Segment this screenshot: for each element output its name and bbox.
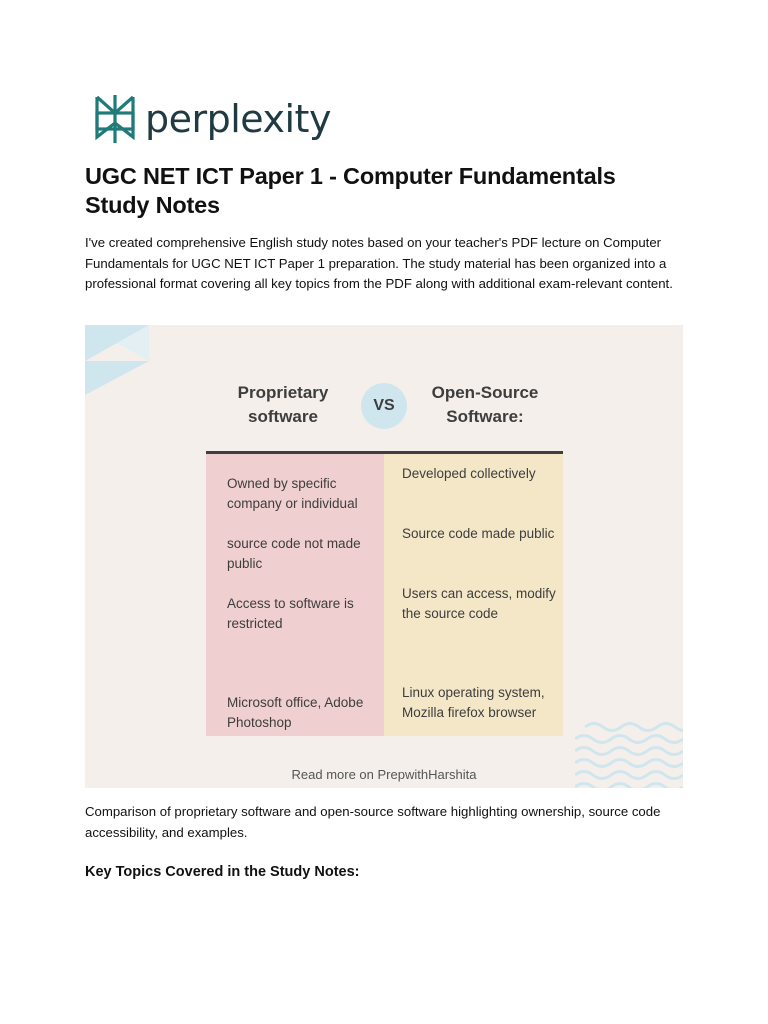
comparison-figure (85, 325, 683, 788)
intro-paragraph: I've created comprehensive English study notes based on your teacher's PDF lecture on Computer Fundamentals for UGC NET ICT Paper 1 preparation. The study material has been organized into a professional format covering all key topics from the PDF along with additional exam-relevant content. (85, 235, 673, 291)
open-source-development: Developed collectively (402, 466, 536, 481)
figure-source-note: Read more on PrepwithHarshita (291, 767, 477, 782)
logo-wordmark: perplexity (145, 97, 331, 141)
vs-badge: VS (361, 383, 407, 429)
open-source-source-code: Source code made public (402, 526, 555, 541)
perplexity-logo-icon (93, 93, 137, 145)
proprietary-ownership: Owned by specific company or individual (227, 476, 358, 511)
proprietary-source-code: source code not made public (227, 536, 361, 571)
key-topics-heading: Key Topics Covered in the Study Notes: (85, 864, 360, 880)
proprietary-access: Access to software is restricted (227, 596, 354, 631)
figure-caption: Comparison of proprietary software and open-source software highlighting ownership, source code accessibility, and examples. (85, 804, 661, 840)
open-source-heading: Open-Source Software: (431, 383, 539, 426)
proprietary-column (206, 451, 384, 736)
triangle-decoration (85, 325, 155, 397)
open-source-access: Users can access, modify the source code (402, 586, 556, 621)
open-source-column (384, 451, 563, 736)
open-source-examples: Linux operating system, Mozilla firefox browser (402, 685, 545, 720)
proprietary-examples: Microsoft office, Adobe Photoshop (227, 695, 364, 730)
page-title: UGC NET ICT Paper 1 - Computer Fundamentals Study Notes (85, 163, 616, 218)
perplexity-logo (93, 93, 331, 145)
proprietary-heading: Proprietary software (237, 383, 329, 426)
